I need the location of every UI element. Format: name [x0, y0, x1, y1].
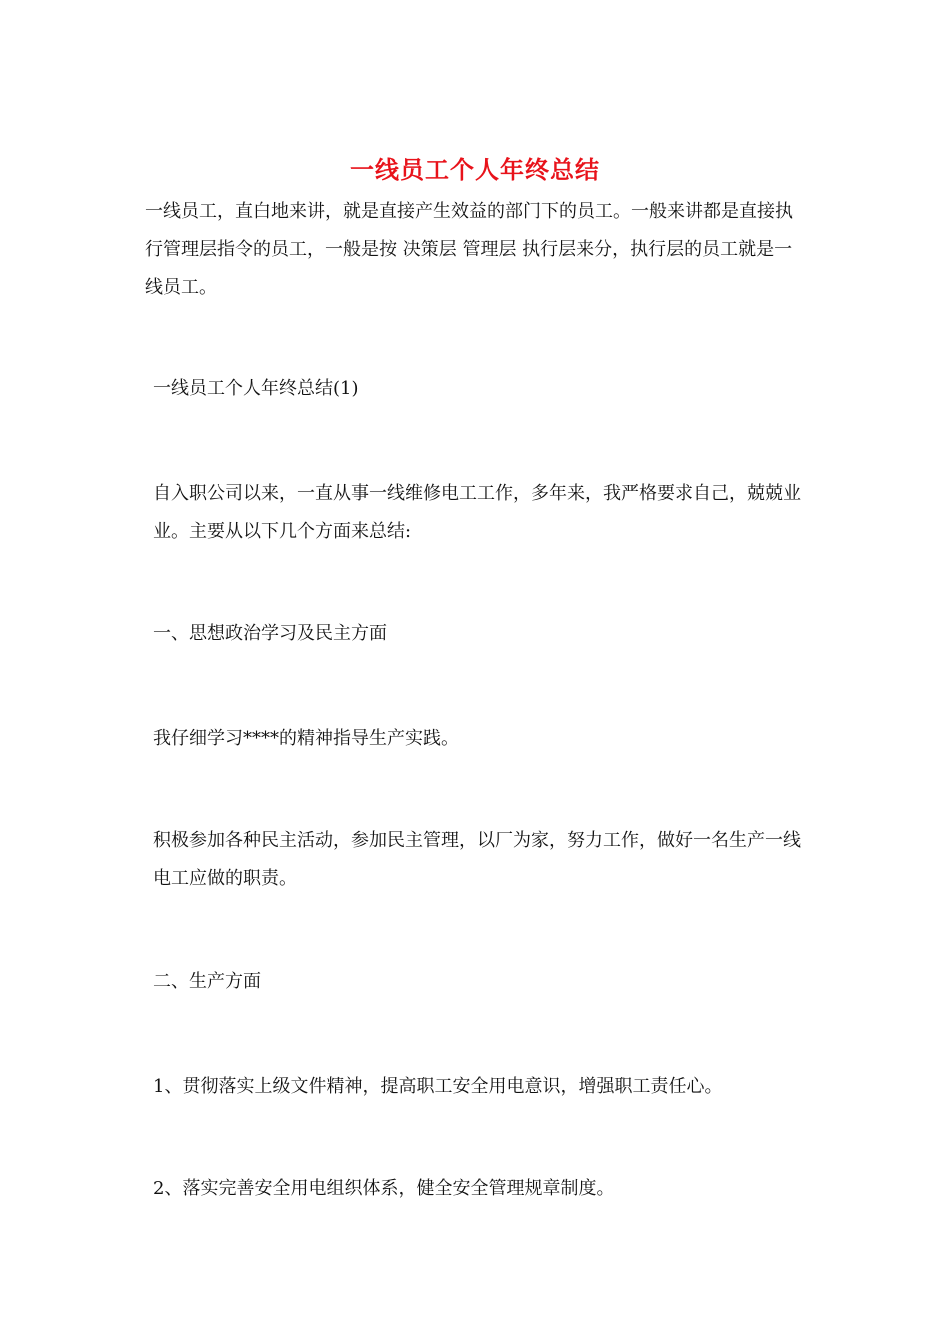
paragraph-3: 积极参加各种民主活动，参加民主管理，以厂为家，努力工作，做好一名生产一线电工应做的职责。 — [153, 830, 801, 889]
paragraph-2: 我仔细学习****的精神指导生产实践。 — [153, 728, 459, 749]
document-title: 一线员工个人年终总结 — [350, 155, 600, 184]
intro-paragraph: 一线员工，直白地来讲，就是直接产生效益的部门下的员工。一般来讲都是直接执行管理层指令的员工，一般是按 决策层 管理层 执行层来分，执行层的员工就是一线员工。 — [145, 201, 793, 298]
heading-1: 一、思想政治学习及民主方面 — [153, 623, 387, 644]
paragraph-1: 自入职公司以来，一直从事一线维修电工工作，多年来，我严格要求自己，兢兢业业。主要从以下几个方面来总结: — [153, 483, 801, 542]
section-title: 一线员工个人年终总结(1) — [153, 378, 359, 399]
heading-2: 二、生产方面 — [153, 971, 261, 992]
list-item-2: 2、落实完善安全用电组织体系，健全安全管理规章制度。 — [153, 1178, 615, 1199]
list-item-1: 1、贯彻落实上级文件精神，提高职工安全用电意识，增强职工责任心。 — [153, 1076, 723, 1097]
